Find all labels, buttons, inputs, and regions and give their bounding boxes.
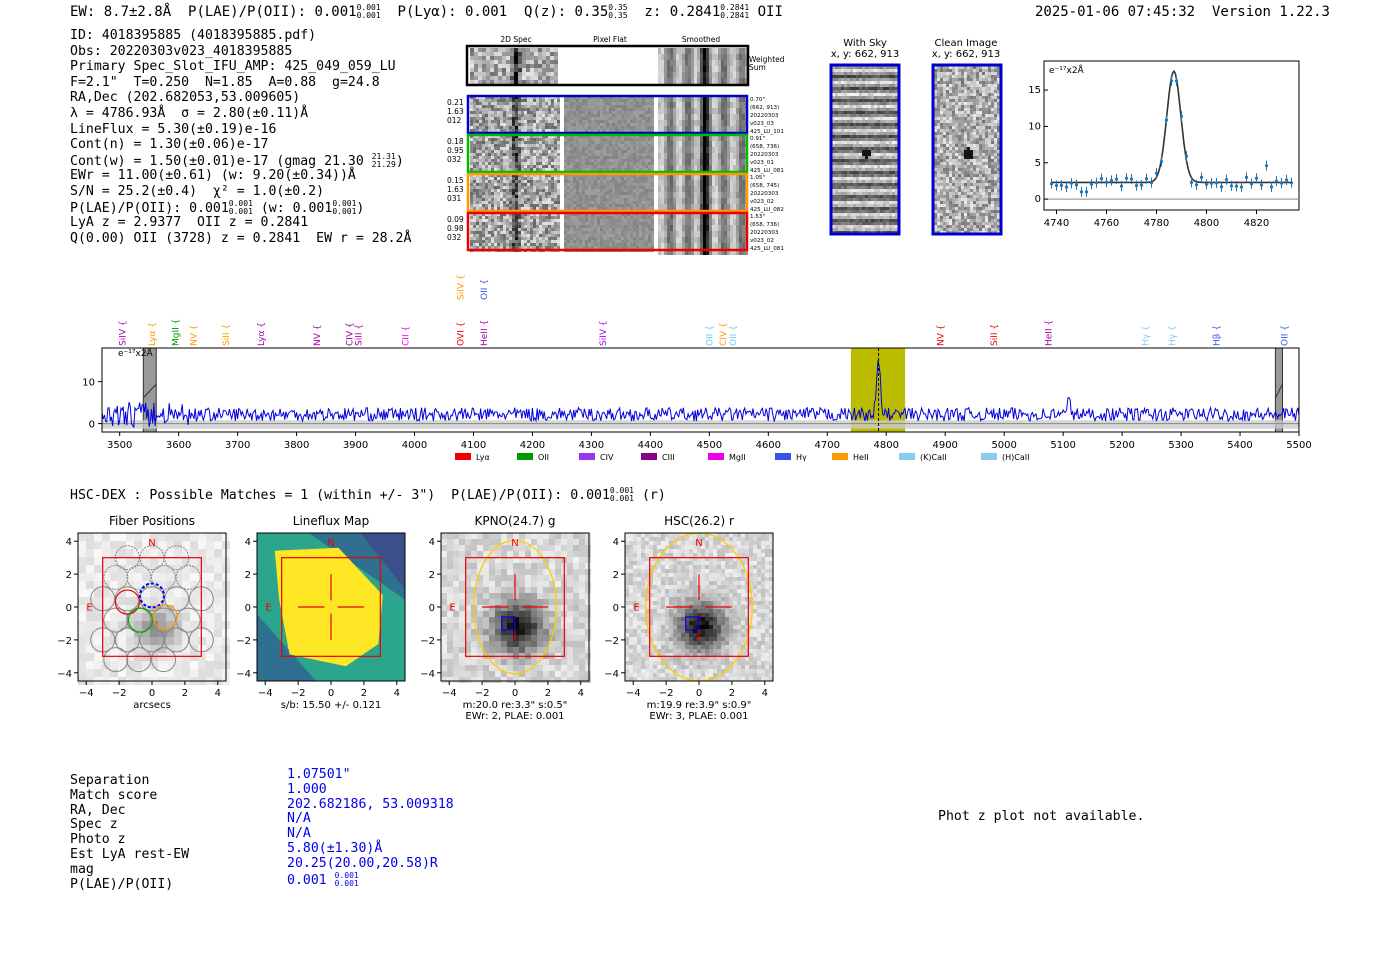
cutout-left-3-2: 032: [447, 233, 462, 242]
sum-label: Sum: [749, 63, 766, 72]
panel-ytick: 0: [612, 603, 619, 614]
spectrum-xtick-3500: 3500: [106, 440, 133, 451]
info-lineflux: LineFlux = 5.30(±0.19)e-16: [70, 121, 277, 137]
full-spectrum-plot: [80, 270, 1320, 465]
cutout-right-1-4: 425_LU_081: [750, 168, 784, 174]
cutout-2d-1: [470, 135, 560, 174]
line-label-20: Hγ {: [1168, 325, 1179, 346]
match-value-7: 0.001 0.001 0.001: [287, 870, 359, 888]
cutout-flat-0: [564, 96, 654, 135]
weighted-2d: [470, 48, 558, 84]
cutout-col-flat: Pixel Flat: [593, 35, 627, 44]
cutout-right-3-2: 20220303: [750, 230, 779, 236]
panel-ytick: −2: [236, 635, 251, 647]
legend-label-7: (K)CaII: [920, 453, 947, 462]
cutout-right-2-0: 1.05": [750, 175, 766, 181]
spectrum-ytick-0: 0: [88, 419, 95, 431]
panel-xtick: −4: [625, 688, 641, 699]
cutout-right-2-4: 425_LU_082: [750, 207, 784, 213]
panel-xtick: 4: [761, 688, 768, 699]
panel-xtick: 4: [577, 688, 584, 699]
cutout-2d-3: [470, 213, 560, 252]
cutout-right-0-2: 20220303: [750, 113, 779, 119]
spectrum-xtick-4800: 4800: [873, 440, 899, 451]
panel-xtick: −2: [658, 688, 674, 699]
cutout-right-2-2: 20220303: [750, 191, 779, 197]
match-label-0: Separation: [70, 773, 150, 788]
spectrum-error-band: [102, 420, 1299, 428]
cutout-flat-1: [564, 135, 654, 174]
match-value-5: 5.80(±1.30)Å: [287, 840, 383, 856]
panel-xtick: 4: [393, 688, 400, 699]
panel-2: [420, 514, 591, 722]
spectrum-xtick-5000: 5000: [991, 440, 1017, 451]
cutout-right-0-3: v023_03: [750, 121, 774, 127]
panel-caption-1: m:19.9 re:3.9" s:0.9": [646, 700, 752, 711]
spectrum-xtick-3800: 3800: [283, 440, 310, 451]
fit-xtick-4820: 4820: [1243, 218, 1270, 229]
legend-swatch-5: [775, 453, 791, 460]
cutout-right-1-0: 0.91": [750, 136, 766, 142]
cutout-right-0-1: (662, 913): [750, 105, 780, 111]
panel-title: KPNO(24.7) g: [474, 514, 556, 528]
cutout-2d-2: [470, 174, 560, 213]
info-lambda: λ = 4786.93Å σ = 2.80(±0.11)Å: [70, 105, 309, 121]
weighted-sum-row: [467, 46, 748, 85]
panel-ytick: −2: [604, 635, 619, 647]
spectrum-xtick-4100: 4100: [460, 440, 487, 451]
line-label-18: HeII {: [1044, 319, 1055, 346]
east-label: E: [265, 602, 272, 614]
cutout-flat-3: [564, 213, 654, 252]
legend-label-3: CIII: [662, 453, 675, 462]
north-label: N: [148, 538, 156, 550]
spectrum-xtick-4200: 4200: [519, 440, 546, 451]
spectrum-xtick-4300: 4300: [578, 440, 605, 451]
match-label-2: RA, Dec: [70, 802, 126, 818]
cutout-left-1-2: 032: [447, 155, 462, 164]
info-id: ID: 4018395885 (4018395885.pdf): [70, 28, 317, 43]
header-date-version: 2025-01-06 07:45:32 Version 1.22.3: [1034, 4, 1330, 20]
spectrum-xtick-4500: 4500: [696, 440, 723, 451]
panel-xtick: −4: [78, 688, 94, 699]
match-value-6: 20.25(20.00,20.58)R: [287, 855, 438, 871]
panel-ytick: −2: [420, 635, 435, 647]
line-label-2: MgII {: [171, 318, 182, 346]
match-value-2: 202.682186, 53.009318: [287, 796, 454, 812]
panel-0: [57, 514, 230, 711]
panel-ytick: −4: [57, 668, 72, 680]
panel-xtick: 0: [695, 688, 703, 699]
panel-ytick: −4: [604, 668, 619, 680]
info-sn: S/N = 25.2(±0.4) χ² = 1.0(±0.2): [70, 183, 325, 199]
cutout-col-2d: 2D Spec: [500, 35, 532, 44]
cutout-right-1-3: v023_01: [750, 160, 774, 166]
spectrum-xtick-3600: 3600: [165, 440, 192, 451]
legend-label-8: (H)CaII: [1002, 453, 1030, 462]
info-ewr: EWr = 11.00(±0.61) (w: 9.20(±0.34))Å: [70, 168, 356, 184]
panel-caption-1: m:20.0 re:3.3" s:0.5": [462, 700, 568, 711]
spectrum-xtick-5200: 5200: [1109, 440, 1135, 451]
info-primary: Primary Spec_Slot_IFU_AMP: 425_049_059_LU: [70, 59, 396, 75]
legend-swatch-7: [899, 453, 915, 460]
line-label-3: NV {: [189, 324, 200, 346]
panel-ytick: 0: [65, 603, 72, 614]
cutout-row-3: [447, 213, 784, 255]
panel-ytick: 2: [65, 570, 72, 582]
imaging-panels: [40, 508, 800, 728]
cutout-right-3-3: v023_02: [750, 238, 774, 244]
panel-ytick: 2: [428, 570, 435, 582]
cutout-right-3-1: (658, 736): [750, 222, 780, 228]
fit-ytick-5: 5: [1034, 157, 1041, 169]
cutout-row-2: [447, 174, 784, 216]
cutout-left-1-1: 0.95: [447, 146, 464, 155]
line-label-11: HeII {: [480, 319, 491, 346]
weighted-smooth: [658, 48, 748, 84]
fit-ytick-15: 15: [1028, 85, 1041, 97]
panel-ytick: 2: [612, 570, 619, 582]
line-label-0: SiIV {: [118, 320, 129, 346]
line-label-upper-0: SiIV {: [456, 274, 467, 300]
cutout-right-0-0: 0.70": [750, 97, 766, 103]
spectrum-xtick-4400: 4400: [637, 440, 664, 451]
cutout-left-0-0: 0.21: [447, 98, 464, 107]
with-sky-title: With Sky x, y: 662, 913: [830, 38, 900, 60]
legend-label-5: Hγ: [796, 453, 807, 462]
spectrum-ytick-10: 10: [82, 377, 95, 389]
legend-swatch-3: [641, 453, 657, 460]
panel-caption-2: EWr: 2, PLAE: 0.001: [465, 711, 565, 722]
fit-ytick-10: 10: [1028, 121, 1041, 133]
line-label-17: SiII {: [990, 323, 1001, 346]
cutout-grid: [440, 30, 800, 260]
weighted-label: Weighted: [749, 55, 785, 64]
panel-xtick: 2: [728, 688, 736, 699]
cutout-flat-2: [564, 174, 654, 213]
panel-caption-1: arcsecs: [133, 700, 171, 711]
cutout-left-1-0: 0.18: [447, 137, 464, 146]
match-value-0: 1.07501": [287, 767, 351, 782]
info-q: Q(0.00) OII (3728) z = 0.2841 EW r = 28.2Å: [70, 230, 412, 246]
fit-xtick-4740: 4740: [1043, 218, 1070, 229]
legend-label-1: OII: [538, 453, 550, 462]
legend-swatch-0: [455, 453, 471, 460]
panel-ytick: 0: [428, 603, 435, 614]
line-label-12: SiIV {: [599, 320, 610, 346]
legend-swatch-2: [579, 453, 595, 460]
info-obs: Obs: 20220303v023_4018395885: [70, 43, 293, 59]
with-sky-image: [831, 65, 899, 234]
match-labels: [70, 774, 189, 892]
cutout-smooth-3: [658, 213, 748, 255]
cutout-smooth-0: [658, 96, 748, 138]
clean-image: [933, 65, 1001, 234]
line-label-9: CII {: [401, 325, 412, 346]
cutout-row-1: [447, 135, 784, 177]
cutout-smooth-1: [658, 135, 748, 177]
cutout-right-1-2: 20220303: [750, 152, 779, 158]
cutout-2d-0: [470, 96, 560, 135]
east-label: E: [449, 602, 456, 614]
panel-ytick: 4: [428, 537, 435, 549]
cutout-col-smooth: Smoothed: [681, 35, 721, 44]
panel-xtick: −4: [441, 688, 457, 699]
fit-xtick-4760: 4760: [1093, 218, 1120, 229]
north-label: N: [511, 538, 519, 550]
line-label-1: Lyα {: [148, 321, 159, 346]
line-label-10: OVI {: [456, 321, 467, 346]
fit-xtick-4800: 4800: [1193, 218, 1220, 229]
cutout-left-0-2: 012: [447, 116, 462, 125]
line-label-13: OII {: [705, 325, 716, 346]
spectrum-xtick-3700: 3700: [224, 440, 251, 451]
info-radec: RA,Dec (202.682053,53.009605): [70, 90, 301, 106]
legend-swatch-4: [708, 453, 724, 460]
spectrum-xtick-4900: 4900: [932, 440, 958, 451]
panel-ytick: −4: [420, 668, 435, 680]
panel-ytick: −2: [57, 635, 72, 647]
cutout-right-3-4: 425_LU_081: [750, 246, 784, 252]
match-label-1: Match score: [70, 787, 158, 803]
match-values: [287, 768, 454, 886]
legend-label-4: MgII: [729, 453, 746, 462]
panel-ytick: 4: [244, 537, 251, 549]
cutout-left-3-1: 0.98: [447, 224, 464, 233]
line-fit-plot: [1030, 58, 1320, 234]
cutout-smooth-2: [658, 174, 748, 216]
cutout-right-2-1: (658, 745): [750, 183, 780, 189]
spectrum-xtick-4700: 4700: [814, 440, 841, 451]
match-value-3: N/A: [287, 811, 311, 827]
line-label-21: Hβ {: [1212, 324, 1223, 346]
panel-1: [236, 514, 405, 711]
cutout-left-0-1: 1.63: [447, 107, 464, 116]
legend-swatch-8: [981, 453, 997, 460]
panel-caption-2: EWr: 3, PLAE: 0.001: [649, 711, 749, 722]
match-value-1: 1.000: [287, 781, 327, 797]
cutout-right-1-1: (658, 736): [750, 144, 780, 150]
spectrum-xtick-3900: 3900: [342, 440, 369, 451]
photz-message: Phot z plot not available.: [938, 809, 1145, 824]
panel-xtick: −2: [474, 688, 490, 699]
line-label-6: NV {: [313, 324, 324, 346]
panel-ytick: 2: [244, 570, 251, 582]
spectrum-xtick-4600: 4600: [755, 440, 782, 451]
panel-ytick: 0: [244, 603, 251, 614]
panel-xtick: −2: [111, 688, 127, 699]
detection-info: [70, 28, 411, 246]
panel-xtick: −4: [257, 688, 273, 699]
panel-xtick: −2: [290, 688, 306, 699]
line-label-15: OII {: [728, 325, 739, 346]
info-lya: LyA z = 2.9377 OII z = 0.2841: [70, 215, 309, 231]
spectrum-unit-label: e⁻¹⁷x2Å: [118, 349, 153, 359]
panel-ytick: 4: [612, 537, 619, 549]
header-summary: EW: 8.7±2.8Å P(LAE)/P(OII): 0.001 0.001 0.001 P(Lyα): 0.001 Q(z): 0.35 0.35 0.35 z: 0.2841 0.2841 0.2841 OII: [70, 3, 783, 20]
cutout-left-2-2: 031: [447, 194, 462, 203]
line-label-upper-1: OII {: [480, 279, 491, 300]
cutout-right-3-0: 1.53": [750, 214, 766, 220]
spectrum-xtick-4000: 4000: [401, 440, 428, 451]
legend-swatch-1: [517, 453, 533, 460]
hsc-dex-title: HSC-DEX : Possible Matches = 1 (within +/- 3") P(LAE)/P(OII): 0.001 0.001 0.001 (r): [70, 486, 666, 503]
legend-swatch-6: [832, 453, 848, 460]
spectrum-xtick-5400: 5400: [1227, 440, 1253, 451]
panel-3: [604, 514, 773, 722]
match-label-5: Est LyA rest-EW: [70, 846, 190, 862]
panel-xtick: 2: [181, 688, 189, 699]
line-label-8: SiII {: [354, 323, 365, 346]
cutout-left-2-0: 0.15: [447, 176, 464, 185]
match-label-3: Spec z: [70, 817, 118, 833]
fit-unit-label: e⁻¹⁷x2Å: [1049, 66, 1084, 76]
north-label: N: [695, 538, 703, 550]
panel-xtick: 2: [360, 688, 368, 699]
legend-label-2: CIV: [600, 453, 614, 462]
line-label-19: Hγ {: [1141, 325, 1152, 346]
spectrum-xtick-5300: 5300: [1168, 440, 1194, 451]
spectrum-xtick-5100: 5100: [1050, 440, 1076, 451]
panel-xtick: 0: [148, 688, 156, 699]
cutout-left-2-1: 1.63: [447, 185, 464, 194]
north-label: N: [327, 538, 335, 550]
line-label-14: CIV {: [718, 322, 729, 346]
cutout-left-3-0: 0.09: [447, 215, 464, 224]
line-label-5: Lyα {: [257, 321, 268, 346]
panel-xtick: 2: [544, 688, 552, 699]
line-label-4: SiII {: [221, 323, 232, 346]
match-label-7: P(LAE)/P(OII): [70, 876, 174, 892]
panel-title: Fiber Positions: [108, 514, 196, 528]
match-label-4: Photo z: [70, 832, 126, 848]
legend-label-6: HeII: [853, 453, 869, 462]
match-label-6: mag: [70, 861, 94, 877]
line-label-16: NV {: [936, 324, 947, 346]
spectrum-xtick-5500: 5500: [1286, 440, 1312, 451]
cutout-right-2-3: v023_02: [750, 199, 774, 205]
match-value-4: N/A: [287, 826, 311, 842]
info-fiber: F=2.1" T=0.250 N=1.85 A=0.88 g=24.8: [70, 74, 380, 90]
sky-images: [830, 64, 1010, 236]
spectrum-legend: [455, 453, 1029, 462]
panel-title: Lineflux Map: [292, 514, 370, 528]
info-plae: P(LAE)/P(OII): 0.001 0.001 0.001 (w: 0.001 0.001 0.001 ): [70, 198, 365, 216]
panel-ytick: 4: [65, 537, 72, 549]
panel-caption-1: s/b: 15.50 +/- 0.121: [280, 700, 382, 711]
panel-title: HSC(26.2) r: [664, 514, 734, 528]
fit-ytick-0: 0: [1034, 194, 1041, 206]
legend-label-0: Lyα: [476, 453, 490, 462]
line-label-22: OII {: [1280, 325, 1291, 346]
info-contw: Cont(w) = 1.50(±0.01)e-17 (gmag 21.30 21.31 21.29 ): [70, 151, 404, 169]
panel-xtick: 0: [327, 688, 335, 699]
cutout-row-0: [447, 96, 784, 138]
panel-xtick: 0: [511, 688, 519, 699]
clean-image-title: Clean Image x, y: 662, 913: [931, 38, 1001, 60]
line-label-7: CIV {: [345, 322, 356, 346]
fit-xtick-4780: 4780: [1143, 218, 1170, 229]
cutout-right-0-4: 425_LU_101: [750, 129, 784, 135]
info-contn: Cont(n) = 1.30(±0.06)e-17: [70, 137, 269, 153]
panel-ytick: −4: [236, 668, 251, 680]
panel-xtick: 4: [214, 688, 221, 699]
east-label: E: [633, 602, 640, 614]
east-label: E: [86, 602, 93, 614]
